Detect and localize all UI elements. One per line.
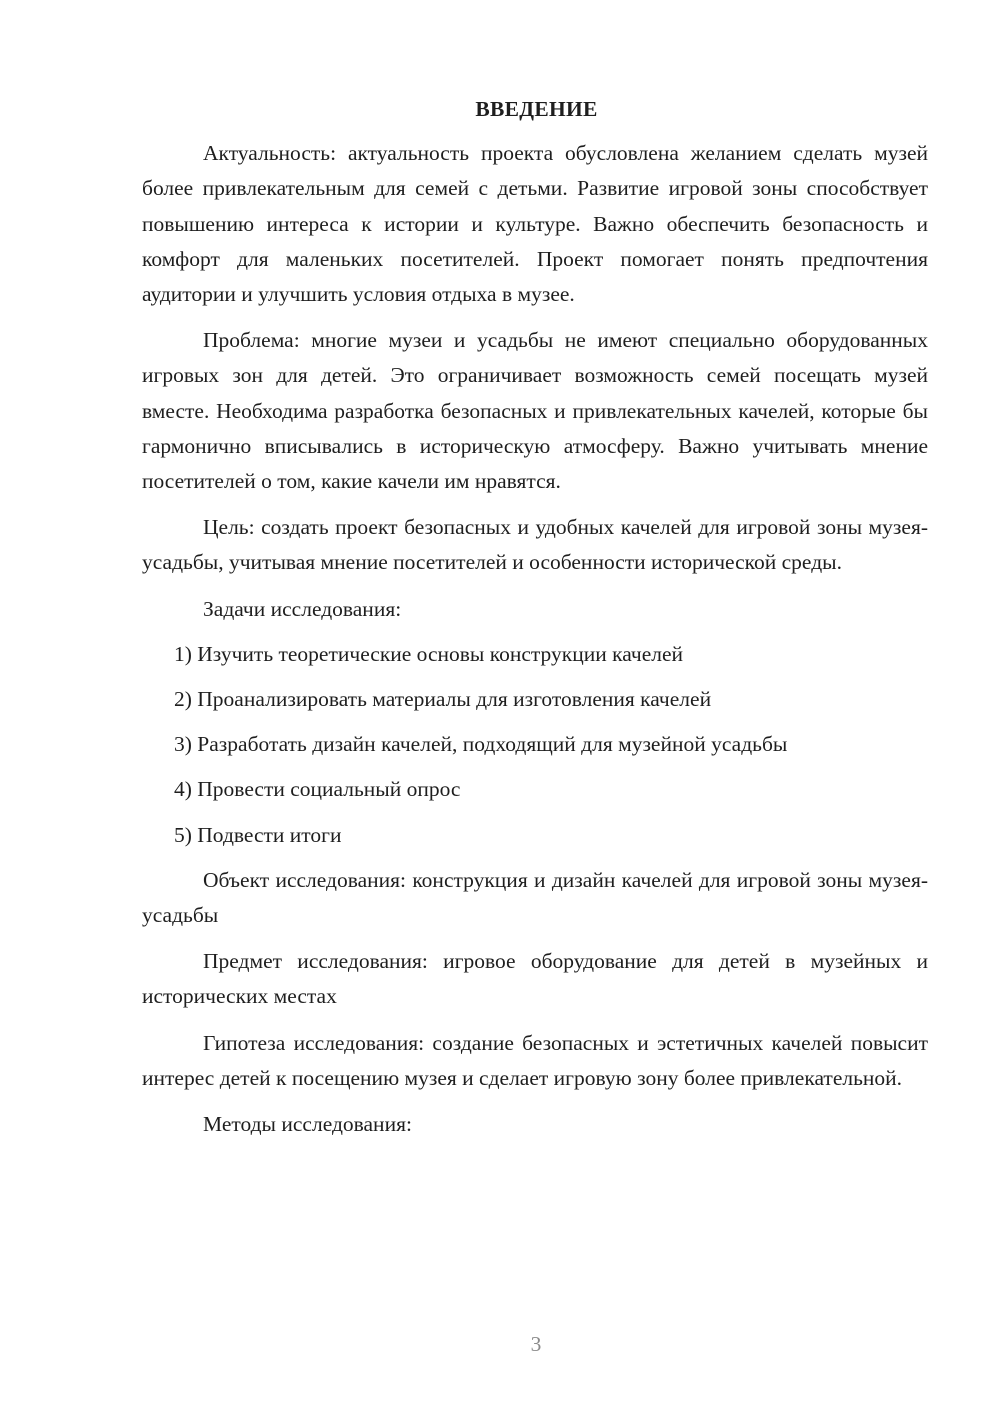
methods-heading: Методы исследования:	[203, 1112, 412, 1137]
task-item: 2) Проанализировать материалы для изготовления качелей	[174, 687, 712, 712]
document-page	[142, 92, 928, 1152]
object-paragraph: Объект исследования: конструкция и дизайн качелей для игровой зоны музея-усадьбы	[142, 867, 928, 928]
relevance-paragraph: Актуальность: актуальность проекта обусловлена желанием сделать музей более привлекательным для семей с детьми. Развитие игровой зоны способствует повышению интереса к истории и культуре. Важно обеспечить безопасность и комфорт для маленьких посетителей. Проект помогает понять предпочтения аудитории и улучшить условия отдыха в музее.	[142, 141, 928, 307]
tasks-list	[142, 637, 928, 853]
goal-paragraph: Цель: создать проект безопасных и удобных качелей для игровой зоны музея-усадьбы, учитывая мнение посетителей и особенности исторической среды.	[142, 515, 928, 575]
hypothesis-paragraph: Гипотеза исследования: создание безопасных и эстетичных качелей повысит интерес детей к посещению музея и сделает игровую зону более привлекательной.	[142, 1030, 928, 1090]
section-title: ВВЕДЕНИЕ	[475, 97, 598, 121]
subject-paragraph: Предмет исследования: игровое оборудование для детей в музейных и исторических местах	[142, 949, 928, 1009]
task-item: 5) Подвести итоги	[174, 822, 342, 847]
tasks-heading: Задачи исследования:	[203, 596, 402, 621]
problem-paragraph: Проблема: многие музеи и усадьбы не имеют специально оборудованных игровых зон для детей. Это ограничивает возможность семей посещать музей вместе. Необходима разработка безопасных и привлекательных качелей, которые бы гармонично вписывались в историческую атмосферу. Важно учитывать мнение посетителей о том, какие качели им нравятся.	[142, 328, 928, 494]
task-item: 4) Провести социальный опрос	[174, 777, 461, 802]
page-number: 3	[530, 1332, 542, 1356]
task-item: 3) Разработать дизайн качелей, подходящий для музейной усадьбы	[174, 732, 788, 757]
task-item: 1) Изучить теоретические основы конструкции качелей	[174, 641, 684, 666]
